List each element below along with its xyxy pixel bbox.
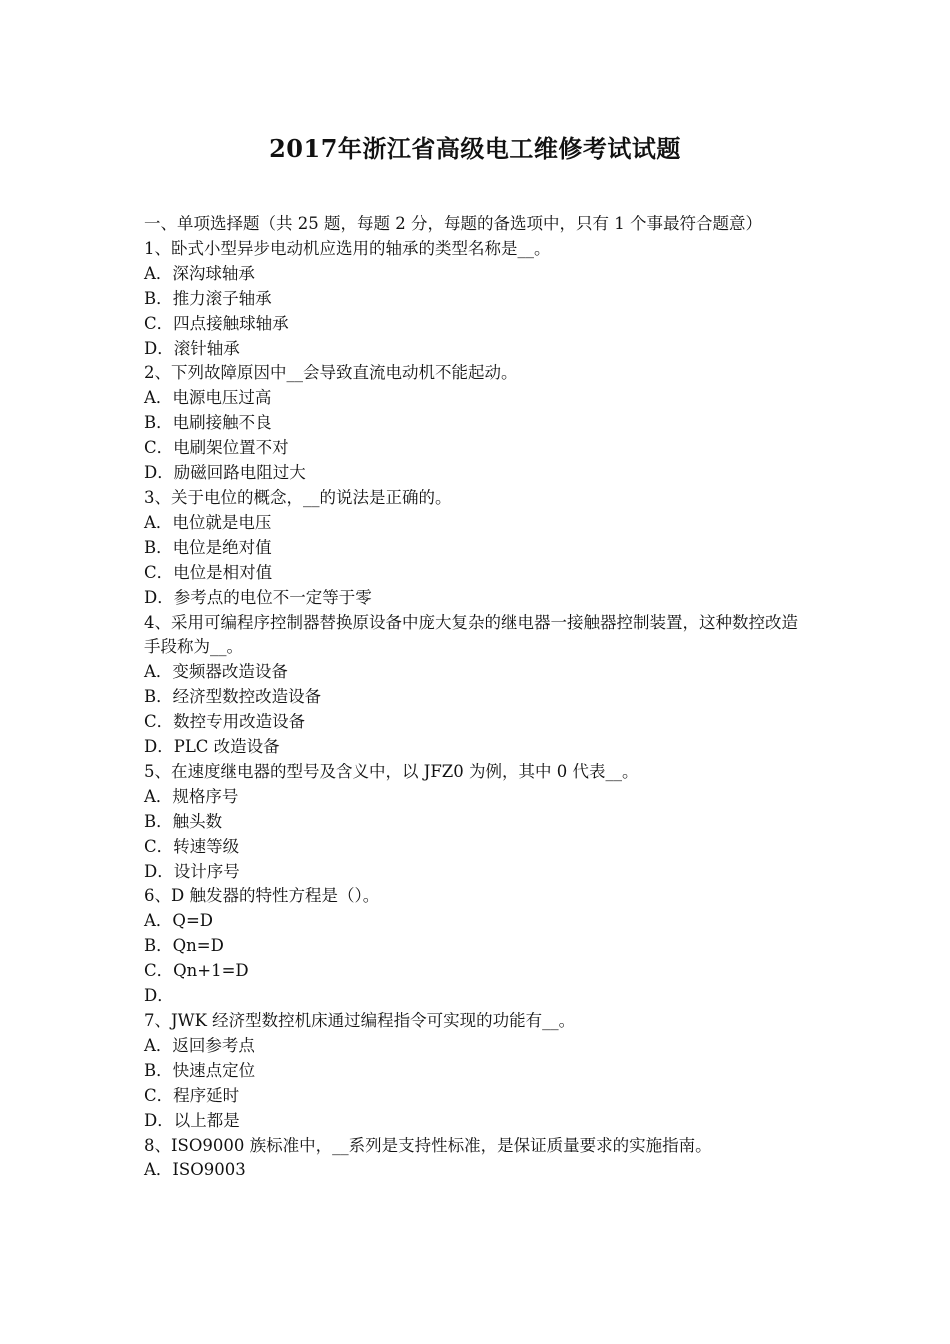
option-a: A．Q=D: [144, 911, 213, 931]
question-text: 7、JWK 经济型数控机床通过编程指令可实现的功能有__。: [144, 1011, 576, 1030]
option-c: C．电位是相对值: [144, 562, 273, 582]
option-b: B．触头数: [144, 811, 223, 831]
option-a: A．返回参考点: [144, 1035, 255, 1055]
option-d: D．PLC 改造设备: [144, 737, 280, 757]
question-4: [144, 611, 810, 760]
question-3: [144, 486, 810, 611]
option-b: B．经济型数控改造设备: [144, 687, 322, 707]
option-d: D．以上都是: [144, 1110, 240, 1130]
question-6: [144, 884, 810, 1009]
option-b: B．电刷接触不良: [144, 413, 272, 433]
option-d: D．参考点的电位不一定等于零: [144, 587, 372, 607]
option-d: D．设计序号: [144, 861, 240, 881]
option-d: D．: [144, 986, 174, 1006]
option-c: C．Qn+1=D: [144, 961, 249, 981]
question-text: 4、采用可编程序控制器替换原设备中庞大复杂的继电器一接触器控制装置，这种数控改造手段称为__。: [144, 612, 798, 657]
question-text: 6、D 触发器的特性方程是（）。: [144, 886, 380, 906]
option-a: A．电位就是电压: [144, 512, 272, 532]
question-text: 2、下列故障原因中__会导致直流电动机不能起动。: [144, 363, 518, 383]
document-body: [144, 212, 810, 1183]
question-1: [144, 237, 810, 362]
document-title: 2017年浙江省高级电工维修考试试题: [269, 134, 681, 163]
section-heading: 一、单项选择题（共 25 题，每题 2 分，每题的备选项中，只有 1 个事最符合题意）: [144, 214, 762, 233]
question-text: 3、关于电位的概念，__的说法是正确的。: [144, 487, 452, 507]
option-b: B．电位是绝对值: [144, 537, 272, 557]
option-c: C．四点接触球轴承: [144, 313, 289, 333]
option-d: D．励磁回路电阻过大: [144, 463, 306, 483]
option-a: A．电源电压过高: [144, 388, 272, 408]
option-d: D．滚针轴承: [144, 338, 240, 358]
question-5: [144, 760, 810, 885]
question-8: [144, 1134, 810, 1184]
question-text: 5、在速度继电器的型号及含义中，以 JFZ0 为例，其中 0 代表__。: [144, 761, 639, 781]
option-a: A．ISO9003: [144, 1160, 246, 1180]
option-b: B．Qn=D: [144, 936, 224, 956]
option-a: A．规格序号: [144, 786, 239, 806]
option-a: A．深沟球轴承: [144, 263, 255, 283]
option-a: A．变频器改造设备: [144, 662, 288, 682]
option-c: C．数控专用改造设备: [144, 712, 306, 732]
question-text: 8、ISO9000 族标准中，__系列是支持性标准，是保证质量要求的实施指南。: [144, 1135, 712, 1155]
option-c: C．程序延时: [144, 1085, 240, 1105]
option-b: B．快速点定位: [144, 1060, 256, 1080]
question-text: 1、卧式小型异步电动机应选用的轴承的类型名称是__。: [144, 238, 551, 258]
question-7: [144, 1009, 810, 1134]
option-c: C．电刷架位置不对: [144, 438, 289, 458]
question-2: [144, 361, 810, 486]
option-c: C．转速等级: [144, 836, 240, 856]
option-b: B．推力滚子轴承: [144, 288, 272, 308]
